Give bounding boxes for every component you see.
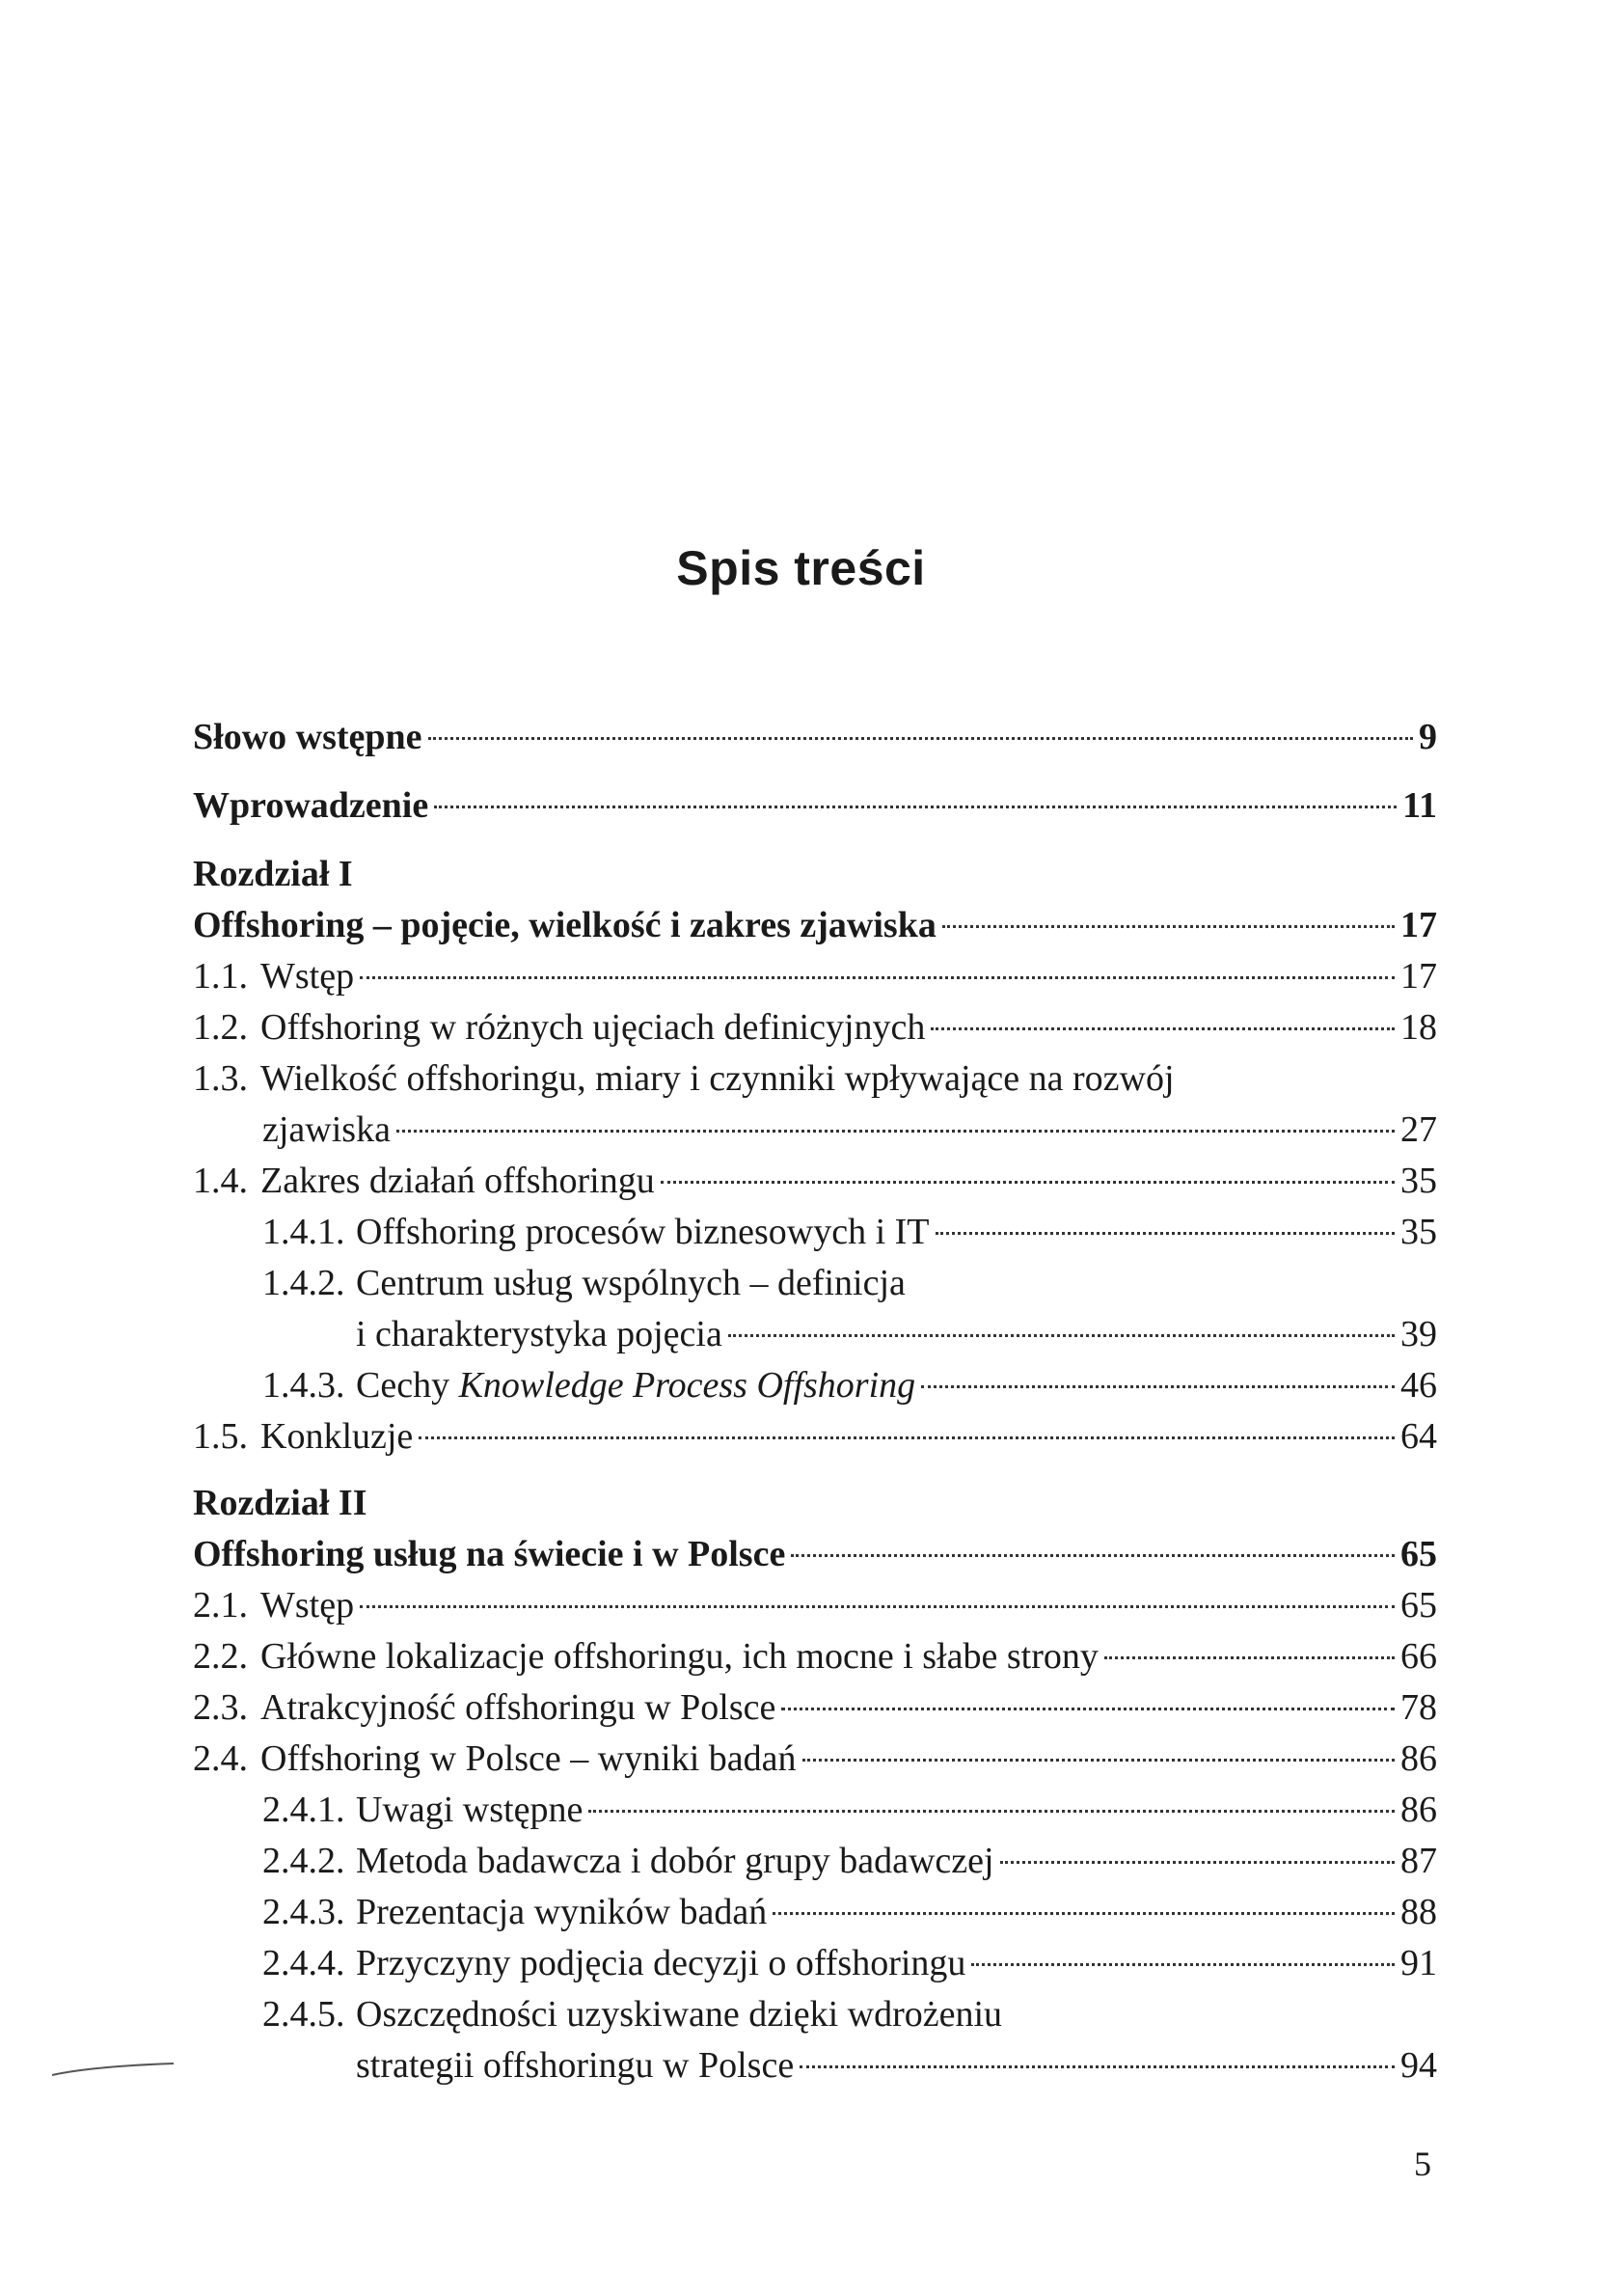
toc-entry-text: Offshoring procesów biznesowych i IT [356,1212,930,1252]
toc-page-number: 86 [1400,1790,1437,1830]
toc-entry-text: Prezentacja wyników badań [356,1892,768,1932]
toc-entry-text: Offshoring – pojęcie, wielkość i zakres zjawiska [193,905,937,945]
section-number: 2.4.3. [262,1892,345,1932]
toc-page-number: 11 [1402,785,1437,826]
toc-entry [193,1156,1437,1207]
toc-entry-text: Wstęp [260,956,355,997]
toc-entry-text: Zakres działań offshoringu [260,1161,655,1201]
toc-entry-text-italic: Knowledge Process Offshoring [458,1365,916,1406]
toc-entry-text: Uwagi wstępne [356,1790,584,1830]
toc-page-number: 17 [1400,905,1437,945]
toc-subentry-continuation [193,2040,1437,2091]
dot-leader [428,737,1413,740]
pencil-mark [50,2060,176,2079]
toc-entry-text: Metoda badawcza i dobór grupy badawczej [356,1841,994,1881]
toc-entry-text: Słowo wstępne [193,717,422,757]
toc-entry [193,1580,1437,1631]
toc-entry-chapter-title [193,1529,1437,1580]
dot-leader [936,1232,1396,1235]
toc-page-number: 78 [1400,1687,1437,1728]
toc-page-number: 86 [1400,1738,1437,1779]
toc-entry-text: Przyczyny podjęcia decyzji o offshoringu [356,1943,966,1983]
dot-leader [931,1027,1395,1030]
dot-leader [942,925,1395,928]
toc-entry-wprowadzenie [193,780,1437,832]
section-number: 1.4.1. [262,1212,345,1252]
toc-subentry-continuation [193,1309,1437,1360]
toc-page-number: 35 [1400,1212,1437,1252]
dot-leader [360,1605,1395,1608]
toc-entry-text [356,1360,915,1411]
dot-leader [800,2065,1395,2068]
toc-entry [193,1053,1437,1105]
section-number: 2.4.4. [262,1943,345,1983]
section-number: 1.4.3. [262,1365,345,1406]
toc-subentry [193,1989,1437,2040]
section-number: 2.3. [193,1687,248,1728]
toc-entry [193,1411,1437,1462]
dot-leader [661,1181,1395,1184]
chapter-heading [193,1478,1437,1529]
toc-entry-chapter-title [193,900,1437,951]
toc-page-number: 94 [1400,2045,1437,2086]
toc-entry-text: Wprowadzenie [193,785,429,826]
toc-entry-text: strategii offshoringu w Polsce [356,2045,795,2086]
toc-page-number: 39 [1400,1314,1437,1354]
toc-page-number: 65 [1400,1534,1437,1574]
section-number: 2.4.5. [262,1994,345,2035]
dot-leader [791,1554,1395,1557]
chapter-heading [193,849,1437,900]
toc-entry [193,1734,1437,1785]
toc-entry-text: Wielkość offshoringu, miary i czynniki wpływające na rozwój [260,1058,1175,1099]
toc-entry-text: Atrakcyjność offshoringu w Polsce [260,1687,776,1728]
toc-entry-text: Wstęp [260,1585,355,1626]
toc-page-number: 64 [1400,1416,1437,1457]
toc-entry-text: Offshoring w różnych ujęciach definicyjnych [260,1007,926,1048]
section-number: 1.5. [193,1416,248,1457]
page-title: Spis treści [676,541,926,595]
chapter-label: Rozdział II [193,1483,367,1523]
toc-entry-text: Offshoring w Polsce – wyniki badań [260,1738,797,1779]
toc-page-number: 65 [1400,1585,1437,1626]
dot-leader [773,1912,1395,1915]
section-number: 2.4.2. [262,1841,345,1881]
section-number: 2.1. [193,1585,248,1626]
toc-page-number: 17 [1400,956,1437,997]
toc-page-number: 27 [1400,1109,1437,1150]
toc-entry-text: i charakterystyka pojęcia [356,1314,722,1354]
toc-page-number: 88 [1400,1892,1437,1932]
toc-page-number: 87 [1400,1841,1437,1881]
toc-entry-text: Główne lokalizacje offshoringu, ich mocne i słabe strony [260,1636,1099,1677]
toc-entry-text: Konkluzje [260,1416,414,1457]
toc-subentry [193,1207,1437,1258]
toc-page-number: 46 [1400,1365,1437,1406]
dot-leader [419,1436,1395,1439]
toc-subentry [193,1360,1437,1411]
toc-entry-text: Centrum usług wspólnych – definicja [356,1263,906,1303]
dot-leader [1000,1861,1395,1864]
toc-entry [193,1631,1437,1682]
dot-leader [971,1963,1395,1966]
toc-entry [193,1002,1437,1053]
section-number: 2.4. [193,1738,248,1779]
section-number: 1.4.2. [262,1263,345,1303]
toc-entry-text-plain: Cechy [356,1365,459,1406]
toc-page-number: 9 [1419,717,1437,757]
table-of-contents [193,712,1437,2091]
dot-leader [360,976,1395,979]
toc-page-number: 91 [1400,1943,1437,1983]
dot-leader [396,1130,1395,1133]
section-number: 2.4.1. [262,1790,345,1830]
dot-leader [781,1708,1395,1710]
toc-subentry [193,1258,1437,1309]
toc-entry [193,1682,1437,1734]
toc-entry-continuation [193,1105,1437,1156]
toc-entry-text: Offshoring usług na świecie i w Polsce [193,1534,786,1574]
dot-leader [728,1334,1395,1337]
section-number: 1.2. [193,1007,248,1048]
section-number: 1.4. [193,1161,248,1201]
dot-leader [1104,1656,1395,1659]
section-number: 1.3. [193,1058,248,1099]
toc-page-number: 18 [1400,1007,1437,1048]
toc-page-number: 35 [1400,1161,1437,1201]
section-number: 2.2. [193,1636,248,1677]
toc-subentry [193,1887,1437,1938]
section-number: 1.1. [193,956,248,997]
toc-entry-text: Oszczędności uzyskiwane dzięki wdrożeniu [356,1994,1003,2035]
dot-leader [921,1385,1395,1388]
toc-entry [193,951,1437,1002]
toc-subentry [193,1938,1437,1989]
chapter-label: Rozdział I [193,854,353,894]
dot-leader [802,1759,1395,1762]
dot-leader [434,806,1397,808]
toc-subentry [193,1785,1437,1836]
toc-page-number: 66 [1400,1636,1437,1677]
page-number: 5 [1414,2145,1431,2183]
dot-leader [588,1810,1395,1813]
toc-subentry [193,1836,1437,1887]
toc-entry-slowo-wstepne [193,712,1437,763]
toc-entry-text: zjawiska [262,1109,391,1150]
